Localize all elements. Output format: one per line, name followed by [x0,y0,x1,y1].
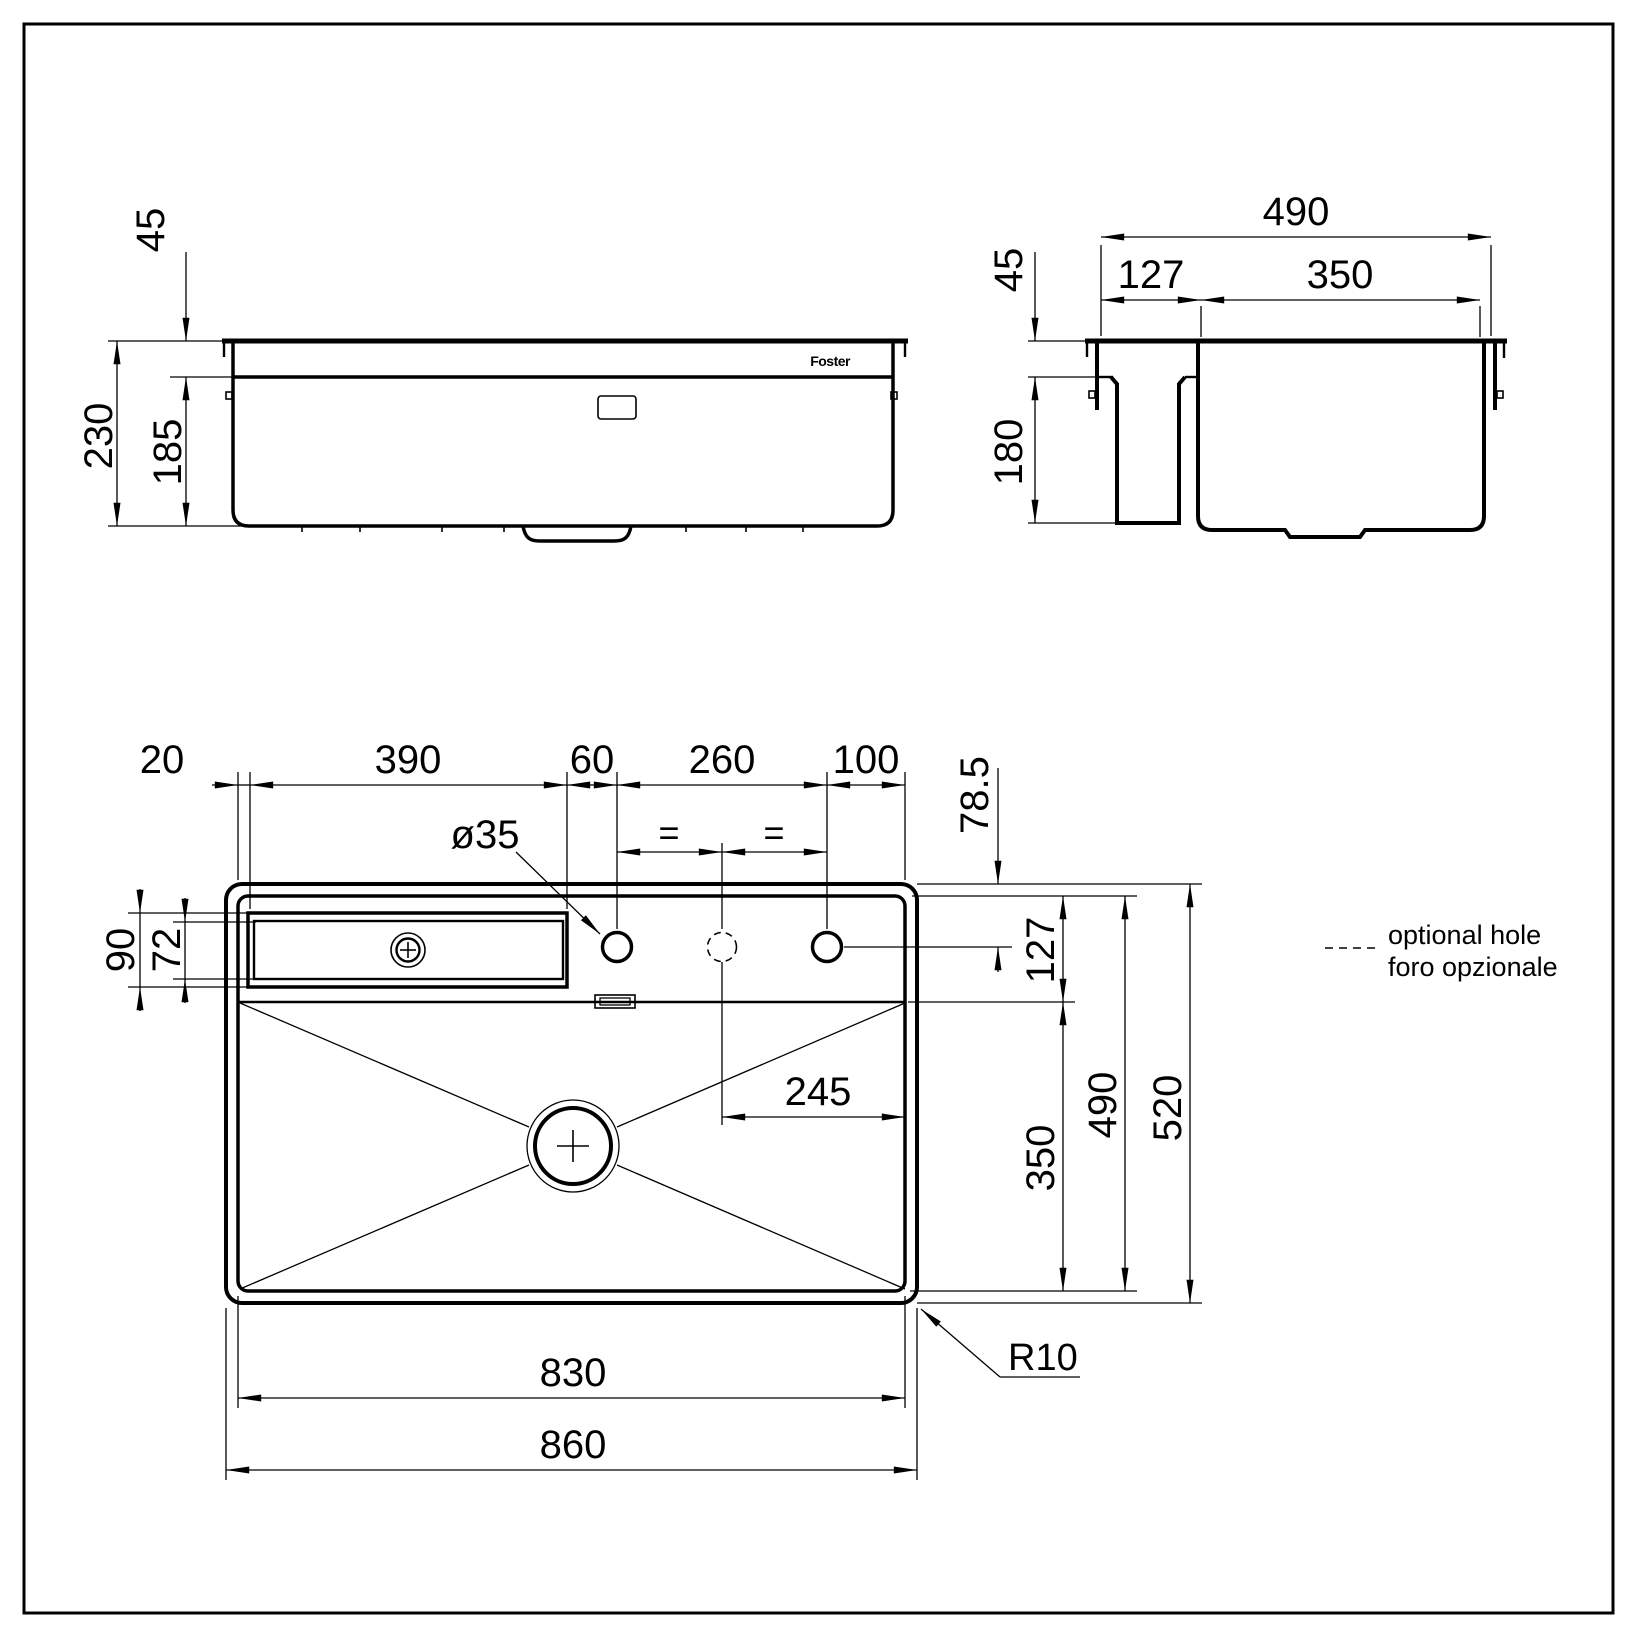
dim-plan-r10: R10 [1008,1337,1078,1379]
legend [1325,920,1558,982]
dim-plan-127: 127 [1019,916,1063,984]
plan-optional-hole [708,933,737,962]
dim-plan-245: 245 [784,1070,852,1114]
dim-plan-860: 860 [539,1423,607,1467]
dim-plan-90: 90 [99,927,143,973]
dim-plan-78-5: 78.5 [953,756,997,834]
dim-side-45: 45 [987,247,1031,293]
dim-plan-830: 830 [539,1351,607,1395]
plan-faucet-hole-1 [603,933,632,962]
legend-optional-hole-en: optional hole [1388,920,1542,950]
dim-plan-100: 100 [832,738,900,782]
dim-plan-260: 260 [688,738,756,782]
front-view [77,208,908,541]
plan-view [99,738,1202,1480]
dim-plan-350: 350 [1019,1124,1063,1192]
side-right-notch [1497,391,1503,398]
dim-plan-520: 520 [1146,1074,1190,1142]
dim-plan-dia35: ø35 [450,813,520,857]
dim-front-185: 185 [146,418,190,486]
front-drain-bump [523,526,631,541]
dim-plan-490: 490 [1081,1071,1125,1139]
tray-channel-right-wall [1179,377,1185,521]
side-left-notch [1089,391,1095,398]
dim-side-490: 490 [1262,190,1330,234]
legend-optional-hole-it: foro opzionale [1388,952,1558,982]
brand-logo: Foster [810,353,850,369]
plan-bottom-dimensions [226,1296,1080,1480]
dim-plan-20: 20 [139,738,185,782]
dim-side-350: 350 [1306,253,1374,297]
tray-channel-left-wall [1111,377,1117,521]
front-body-outline [233,343,893,526]
dim-front-45: 45 [129,207,173,253]
front-left-notch [226,392,232,399]
dim-plan-equal-1: = [658,812,680,853]
dim-plan-390: 390 [374,738,442,782]
dim-plan-60: 60 [569,738,615,782]
dim-side-180: 180 [987,418,1031,486]
dim-front-230: 230 [77,402,121,470]
side-bowl-outline [1198,341,1484,537]
dim-plan-72: 72 [145,927,189,973]
dim-plan-equal-2: = [763,812,785,853]
sheet-border [24,24,1613,1613]
side-view [987,190,1507,537]
dim-side-127: 127 [1117,253,1185,297]
plan-faucet-hole-2 [813,933,842,962]
front-overflow [598,396,636,419]
